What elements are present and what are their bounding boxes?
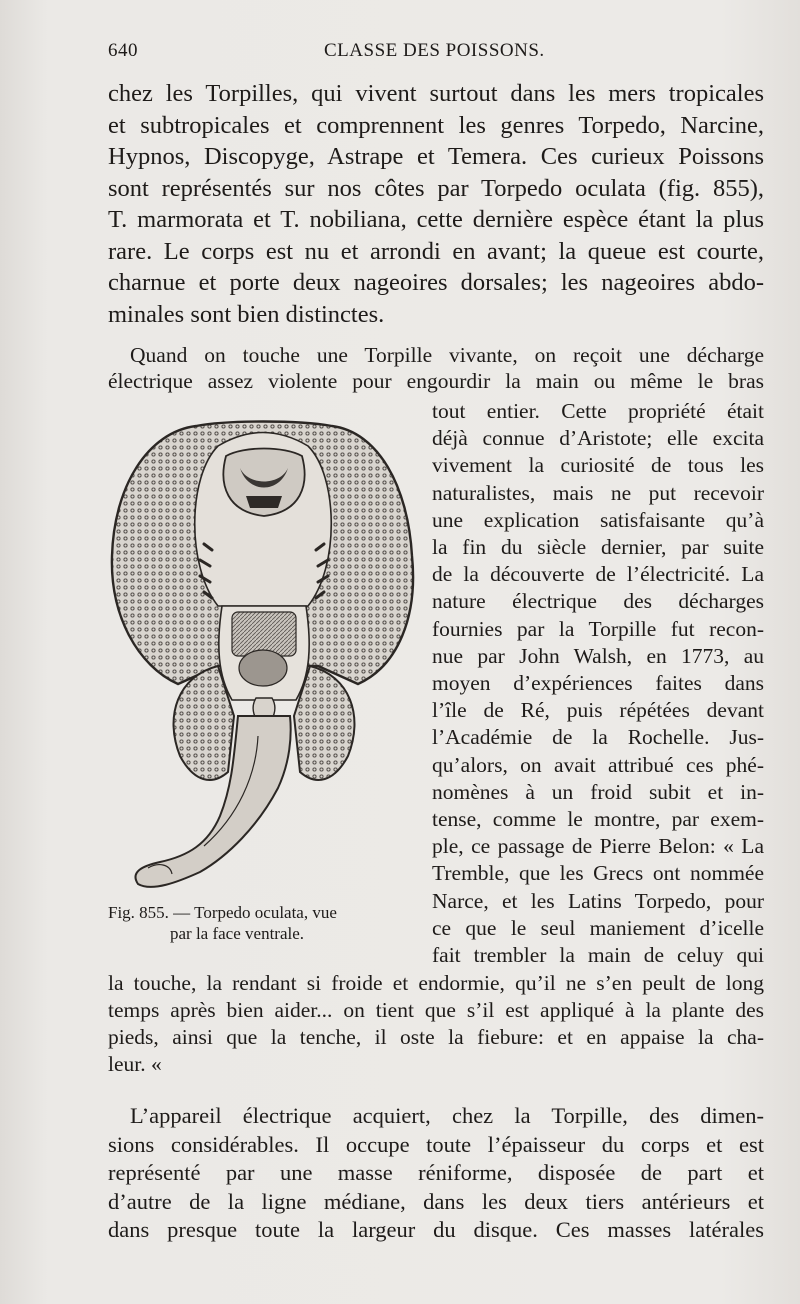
text-line: électrique assez violente pour engourdir la main ou même le bras [108, 369, 764, 393]
text-line: temps après bien aider... on tient que s’il est appliqué à la plante des [108, 998, 764, 1022]
text-line: Tremble, que les Grecs ont nommée [432, 861, 764, 886]
running-title: CLASSE DES POISSONS. [324, 40, 545, 61]
text-line: représenté par une masse réniforme, disposée de part et [108, 1160, 764, 1185]
text-line: Hypnos, Discopyge, Astrape et Temera. Ces curieux Poissons [108, 143, 764, 170]
caption-line: Fig. 855. — Torpedo oculata, vue [108, 903, 337, 922]
text-line: tout entier. Cette propriété était [432, 399, 764, 423]
text-line: qu’alors, on avait attribué ces phé- [432, 752, 764, 777]
text-line: la touche, la rendant si froide et endormie, qu’il ne s’en peult de long [108, 971, 764, 995]
text-line: L’appareil électrique acquiert, chez la Torpille, des dimen- [130, 1103, 764, 1128]
text-line: pieds, ainsi que la tenche, il oste la fiebure: et en appaise la cha- [108, 1025, 764, 1049]
paragraph-electric-discharge-intro [108, 342, 764, 394]
text-line: de la découverte de l’électricité. La [432, 562, 764, 587]
paragraph-electric-discharge-column [432, 398, 764, 969]
text-line: déjà connue d’Aristote; elle excita [432, 426, 764, 451]
text-line: minales sont bien distinctes. [108, 300, 385, 328]
paragraph-torpilles-genera [108, 78, 764, 330]
text-line: rare. Le corps est nu et arrondi en avant; la queue est courte, [108, 237, 764, 265]
torpedo-illustration [108, 416, 420, 896]
text-line: dans presque toute la largeur du disque. Ces masses latérales [108, 1217, 764, 1242]
text-line: fait trembler la main de celuy qui [432, 943, 764, 968]
text-line: leur. « [108, 1052, 162, 1076]
text-line: vivement la curiosité de tous les [432, 453, 764, 478]
caption-line: par la face ventrale. [170, 924, 305, 943]
text-line: chez les Torpilles, qui vivent surtout dans les mers tropicales [108, 80, 764, 107]
text-line: sont représentés sur nos côtes par Torpedo oculata (fig. 855), [108, 174, 764, 202]
text-line: l’île de Ré, puis répétées devant [432, 698, 764, 723]
text-line: sions considérables. Il occupe toute l’épaisseur du corps et est [108, 1131, 764, 1157]
text-line: fournies par la Torpille fut recon- [432, 616, 764, 641]
text-line: nomènes à un froid subit et in- [432, 779, 764, 804]
text-line: moyen d’expériences faites dans [432, 671, 764, 696]
figure-caption [108, 902, 428, 944]
text-line: et subtropicales et comprennent les genres Torpedo, Narcine, [108, 111, 764, 139]
text-line: tense, comme le montre, par exem- [432, 807, 764, 832]
text-line: d’autre de la ligne médiane, dans les deux tiers antérieurs et [108, 1188, 764, 1214]
text-line: une explication satisfaisante qu’à [432, 507, 764, 532]
text-line: l’Académie de la Rochelle. Jus- [432, 725, 764, 750]
paragraph-electric-organ [108, 1102, 764, 1245]
text-line: ple, ce passage de Pierre Belon: « La [432, 834, 764, 859]
text-line: naturalistes, mais ne put recevoir [432, 480, 764, 505]
torpedo-figure [108, 416, 420, 896]
text-line: T. marmorata et T. nobiliana, cette dernière espèce étant la plus [108, 206, 764, 233]
running-head [108, 40, 768, 68]
text-line: charnue et porte deux nageoires dorsales; les nageoires abdo- [108, 269, 764, 296]
text-line: Quand on touche une Torpille vivante, on reçoit une décharge [130, 343, 764, 367]
text-line: la fin du siècle dernier, par suite [432, 535, 764, 560]
page-number: 640 [108, 40, 138, 61]
text-line: nue par John Walsh, en 1773, au [432, 643, 764, 668]
paragraph-belon-quote-end [108, 970, 764, 1078]
text-line: Narce, et les Latins Torpedo, pour [432, 888, 764, 913]
text-line: nature électrique des décharges [432, 589, 764, 614]
text-line: ce que le seul maniement d’icelle [432, 915, 764, 940]
